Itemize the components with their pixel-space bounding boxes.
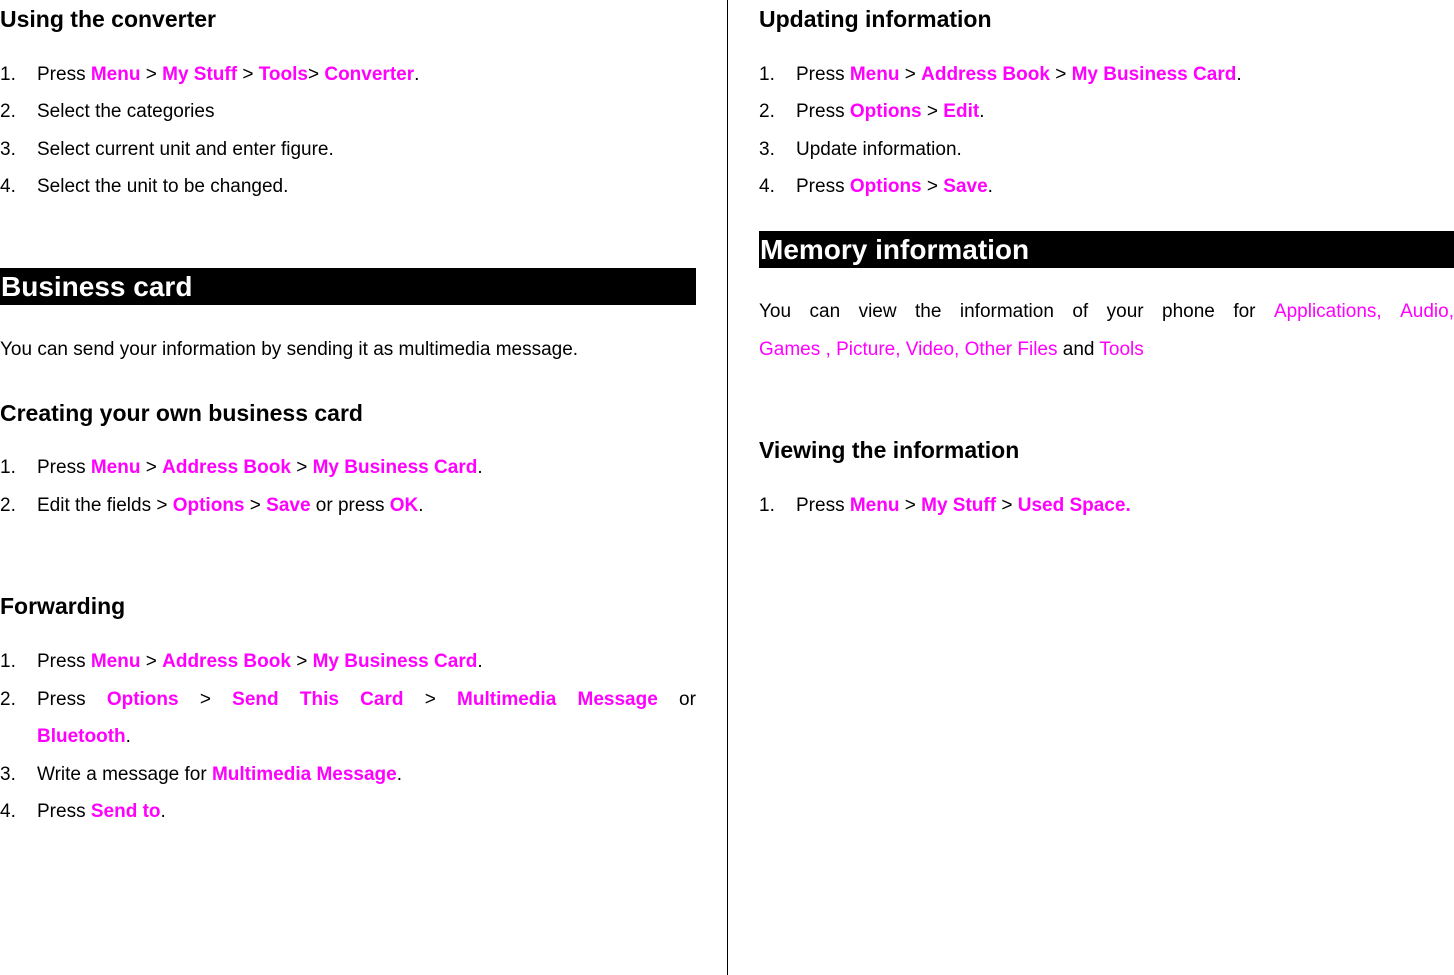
message-link: Message [577,689,658,710]
business-card-intro: You can send your information by sending it as multimedia message. [0,339,579,360]
multimedia-link: Multimedia [457,689,557,710]
save-link: Save [266,495,311,516]
column-divider [727,0,728,975]
audio-link: Audio, [1400,301,1454,322]
menu-link: Menu [849,64,900,85]
converter-link: Converter [324,64,415,85]
menu-link: Menu [90,651,141,672]
menu-link: Menu [90,64,141,85]
this-link: This [299,689,339,710]
options-link: Options [106,689,179,710]
my-stuff-link: My Stuff [162,64,238,85]
address-book-link: Address Book [162,651,291,672]
business-card-section-bar: Business card [0,268,696,305]
creating-heading: Creating your own business card [0,400,363,426]
menu-link: Menu [849,495,900,516]
ok-link: OK [389,495,419,516]
applications-link: Applications, [1273,301,1382,322]
menu-link: Menu [90,457,141,478]
memory-description-line-1: You can view the information of your phone for Applications, Audio, [759,301,1454,322]
updating-heading: Updating information [759,6,992,32]
save-link: Save [943,176,988,197]
multimedia-message-link: Multimedia Message [211,764,397,785]
edit-link: Edit [943,101,980,122]
my-stuff-link: My Stuff [921,495,997,516]
bluetooth-link: Bluetooth [37,726,126,747]
my-business-card-link: My Business Card [312,457,478,478]
memory-information-section-bar: Memory information [759,231,1454,268]
address-book-link: Address Book [162,457,291,478]
send-link: Send [232,689,279,710]
options-link: Options [849,101,922,122]
my-business-card-link: My Business Card [312,651,478,672]
used-space-link: Used Space. [1017,495,1131,516]
media-categories-links: Games , Picture, Video, Other Files [759,339,1058,360]
viewing-heading: Viewing the information [759,437,1020,463]
forwarding-heading: Forwarding [0,593,126,619]
tools-link: Tools [258,64,308,85]
converter-heading: Using the converter [0,6,216,32]
send-to-link: Send to [90,801,161,822]
card-link: Card [360,689,404,710]
memory-description-line-2: Games , Picture, Video, Other Files and Tools [759,339,1144,360]
options-link: Options [849,176,922,197]
tools-link: Tools [1099,339,1144,360]
my-business-card-link: My Business Card [1071,64,1237,85]
address-book-link: Address Book [921,64,1050,85]
options-link: Options [172,495,245,516]
